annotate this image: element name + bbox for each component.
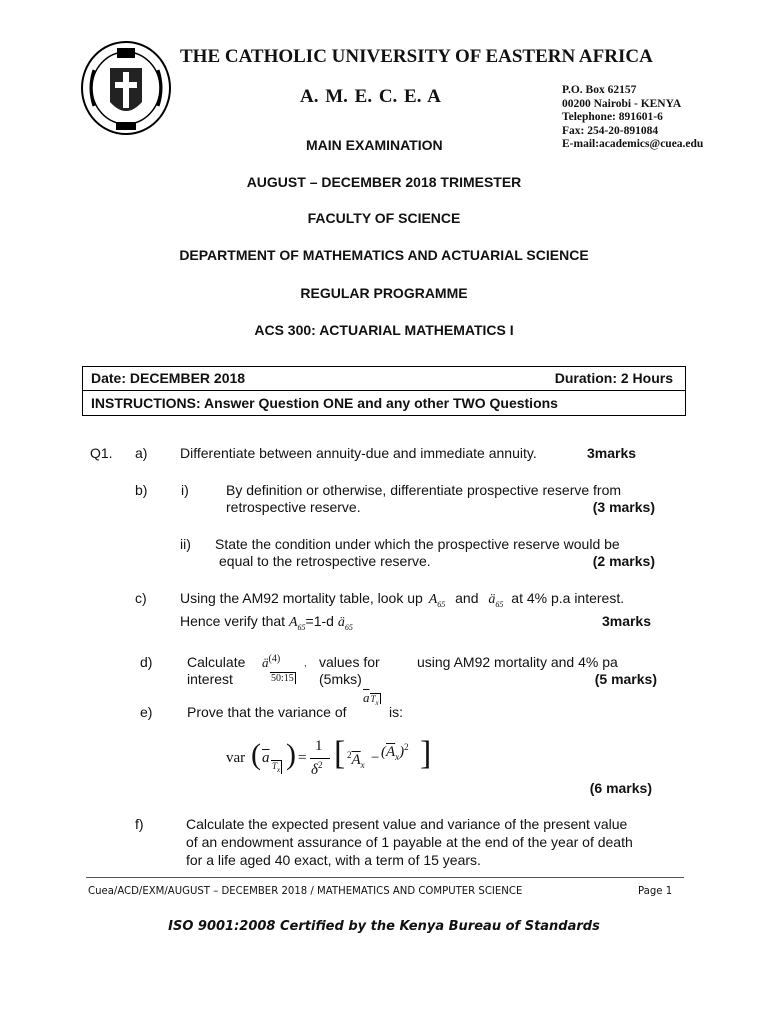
- part-b-ii-label: ii): [180, 536, 191, 552]
- contact-email: E-mail:academics@cuea.edu: [562, 138, 704, 151]
- part-c-marks: 3marks: [601, 613, 651, 629]
- part-c-text-4: =1-d: [305, 613, 334, 629]
- iso-certification: ISO 9001:2008 Certified by the Kenya Bureau of Standards: [168, 919, 600, 934]
- exam-instructions: INSTRUCTIONS: Answer Question ONE and any other TWO Questions: [91, 395, 558, 411]
- formula-close-bracket: ]: [420, 735, 432, 772]
- part-b-i-line2: retrospective reserve.: [226, 499, 361, 515]
- part-b-ii-marks: (2 marks): [592, 553, 655, 569]
- part-c-letter: c): [135, 590, 147, 606]
- symbol-a-double-dot-4-50-15: $ä^{(4)}$ 50:15: [262, 654, 294, 685]
- part-c-line2: [180, 613, 353, 632]
- exam-title: MAIN EXAMINATION: [306, 137, 443, 153]
- part-b-i-label: i): [181, 482, 189, 498]
- variance-formula: [226, 735, 432, 782]
- contact-telephone: Telephone: 891601-6: [562, 111, 663, 124]
- part-f-line3: for a life aged 40 exact, with a term of 15 years.: [186, 852, 481, 868]
- amecea-title: A. M. E. C. E. A: [300, 86, 441, 107]
- contact-block: [562, 84, 703, 152]
- part-d-values-for: values for: [319, 654, 380, 670]
- part-c-text-1: Using the AM92 mortality table, look up: [180, 590, 423, 606]
- part-d-using: using AM92 mortality and 4% pa: [417, 654, 618, 670]
- part-e-text: Prove that the variance of: [187, 704, 347, 720]
- part-c-text-3: Hence verify that: [180, 613, 286, 629]
- part-a-marks: 3marks: [587, 445, 637, 461]
- part-b-i-line1: By definition or otherwise, differentiate prospective reserve from: [226, 482, 622, 498]
- formula-var: var: [226, 750, 246, 766]
- part-b-i-marks: (3 marks): [592, 499, 655, 515]
- question-label: Q1.: [90, 445, 113, 461]
- part-e-is: is:: [389, 704, 403, 720]
- contact-po-box: P.O. Box 62157: [562, 84, 637, 96]
- comma-mark: ,: [304, 658, 307, 668]
- part-b-letter: b): [135, 482, 148, 498]
- footer-reference: Cuea/ACD/EXM/AUGUST – DECEMBER 2018 / MATHEMATICS AND COMPUTER SCIENCE: [88, 884, 523, 897]
- part-c-line1: [180, 590, 624, 609]
- university-name: THE CATHOLIC UNIVERSITY OF EASTERN AFRICA: [180, 46, 653, 67]
- part-d-calculate: Calculate: [187, 654, 246, 670]
- formula-minus: −: [371, 750, 380, 766]
- part-b-ii-line1: State the condition under which the prospective reserve would be: [215, 536, 620, 552]
- part-a-text: Differentiate between annuity-due and immediate annuity.: [180, 445, 537, 461]
- exam-date: Date: DECEMBER 2018: [91, 370, 246, 386]
- university-crest-icon: [80, 40, 172, 136]
- part-a-letter: a): [135, 445, 148, 461]
- faculty-title: FACULTY OF SCIENCE: [307, 210, 461, 226]
- symbol-A65: $A_{65}$: [428, 592, 446, 609]
- part-e-marks: (6 marks): [589, 780, 652, 796]
- part-d-letter: d): [140, 654, 153, 670]
- exam-duration: Duration: 2 Hours: [554, 370, 673, 386]
- symbol-a-bar-Tx: $\overline{a}T_x$: [363, 690, 379, 707]
- formula-close-paren: ): [286, 738, 296, 771]
- formula-Tx-subscript: $T_x$: [272, 761, 281, 774]
- part-c-text-and: and: [455, 590, 479, 606]
- part-d-interest: interest: [187, 671, 233, 687]
- formula-numerator-one: 1: [315, 738, 323, 754]
- programme-title: REGULAR PROGRAMME: [300, 285, 468, 301]
- formula-equals: =: [298, 750, 307, 766]
- part-e-letter: e): [140, 704, 153, 720]
- formula-open-paren: (: [251, 738, 261, 771]
- part-d-mks: (5mks): [319, 671, 362, 687]
- formula-A-bar-squared: $(\overline{A}_x)^2$: [381, 742, 409, 762]
- part-f-line1: Calculate the expected present value and variance of the present value: [186, 816, 628, 832]
- symbol-a-double-dot-65-verify: $ä_{65}$: [337, 615, 353, 632]
- formula-open-bracket: [: [334, 735, 346, 772]
- exam-info-box: [82, 366, 686, 416]
- course-title: ACS 300: ACTUARIAL MATHEMATICS I: [254, 322, 514, 338]
- contact-fax: Fax: 254-20-891084: [562, 124, 659, 137]
- part-b-ii-line2: equal to the retrospective reserve.: [219, 553, 431, 569]
- part-c-text-2: at 4% p.a interest.: [511, 590, 625, 606]
- footer-rule: [86, 877, 684, 878]
- department-title: DEPARTMENT OF MATHEMATICS AND ACTUARIAL SCIENCE: [179, 247, 589, 263]
- formula-fraction-bar: [310, 758, 330, 759]
- trimester-title: AUGUST – DECEMBER 2018 TRIMESTER: [246, 174, 522, 190]
- part-f-letter: f): [135, 816, 144, 832]
- symbol-A65-verify: $A_{65}$: [288, 615, 306, 632]
- formula-a-bar: $\overline{a}$: [262, 750, 270, 766]
- part-f-line2: of an endowment assurance of 1 payable at the end of the year of death: [186, 834, 633, 850]
- symbol-a-double-dot-65: $ä_{65}$: [488, 592, 504, 609]
- part-d-marks: (5 marks): [594, 671, 657, 687]
- formula-delta-squared: $\delta^2$: [311, 760, 323, 778]
- footer-page-number: Page 1: [638, 884, 673, 897]
- formula-second-moment-A: $^2\overline{A}_x$: [347, 750, 365, 770]
- contact-address: 00200 Nairobi - KENYA: [562, 97, 682, 110]
